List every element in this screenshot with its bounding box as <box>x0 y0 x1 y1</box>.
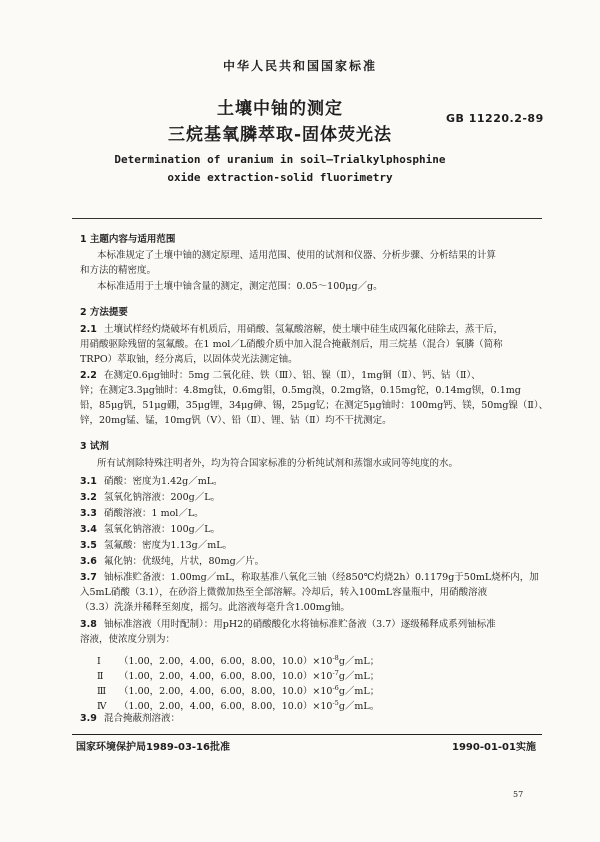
reagent-3-2: 氢氧化钠溶液：200g／L。 <box>104 492 221 503</box>
reagent-3-5: 氢氟酸：密度为1.13g／mL。 <box>104 540 233 551</box>
approval-statement: 国家环境保护局1989-03-16批准 <box>76 742 230 753</box>
series-unit: g／mL； <box>338 686 380 698</box>
item-number: 3.2 <box>80 492 97 503</box>
series-label: Ⅳ <box>97 701 107 713</box>
reagent-3-6: 氟化钠：优级纯，片状，80mg／片。 <box>104 556 265 567</box>
section-3-intro: 所有试剂除特殊注明者外，均为符合国家标准的分析纯试剂和蒸馏水或同等纯度的水。 <box>97 458 459 469</box>
series-unit: g／mL； <box>338 656 380 668</box>
section-3-heading: 3 试剂 <box>80 441 109 452</box>
reagent-3-3: 硝酸溶液：1 mol／L。 <box>104 508 204 519</box>
english-title-line-1: Determination of uranium in soil—Trialkylphosphine <box>114 153 446 166</box>
item-2-2-line-1: 在测定0.6μg铀时：5mg 二氧化硅、铁（Ⅲ）、铝、镍（Ⅱ），1mg铜（Ⅱ）、钙、钴（Ⅱ）、 <box>104 370 481 381</box>
series-label: Ⅲ <box>97 686 107 698</box>
series-label: Ⅱ <box>97 671 104 683</box>
english-title-line-2: oxide extraction-solid fluorimetry <box>167 171 393 184</box>
item-3-8-line-2: 溶液，使浓度分别为： <box>80 634 176 645</box>
footer-rule <box>72 734 542 735</box>
series-values: （1.00，2.00，4.00，6.00，8.00，10.0）×10 <box>119 701 333 713</box>
reagent-3-1: 硝酸：密度为1.42g／mL。 <box>104 476 223 487</box>
item-number: 3.9 <box>80 713 97 724</box>
series-values: （1.00，2.00，4.00，6.00，8.00，10.0）×10 <box>119 671 333 683</box>
item-2-2-line-4: 锌，20mg锰、锰，10mg钒（Ⅴ）、铅（Ⅱ）、锂、钴（Ⅱ）均不干扰测定。 <box>80 415 392 426</box>
series-exponent: -8 <box>332 654 339 662</box>
item-3-9: 混合掩蔽剂溶液： <box>104 713 181 724</box>
series-exponent: -6 <box>332 684 339 692</box>
page-number: 57 <box>513 790 524 799</box>
item-2-2-line-3: 铅，85μg钒，51μg硼，35μg锂，34μg砷、锡，25μg钇；在测定5μg铀时：100mg钙、镁，50mg镍（Ⅱ）、 <box>80 400 549 411</box>
item-number: 3.5 <box>80 540 97 551</box>
series-values: （1.00，2.00，4.00，6.00，8.00，10.0）×10 <box>119 656 333 668</box>
item-number: 3.8 <box>80 619 97 630</box>
item-2-1-line-2: 用硝酸驱除残留的氢氟酸。在1 mol／L硝酸介质中加入混合掩蔽剂后，用三烷基（混合）氧膦（简称 <box>80 339 503 350</box>
series-label: Ⅰ <box>97 656 101 668</box>
item-number: 2.1 <box>80 324 97 335</box>
section-1-para-1-line-2: 和方法的精密度。 <box>80 265 157 276</box>
item-number: 3.4 <box>80 524 97 535</box>
item-number: 3.6 <box>80 556 97 567</box>
item-3-7-line-1: 铀标准贮备液：1.00mg／mL，称取基准八氧化三铀（经850℃灼烧2h）0.1179g于50mL烧杯内，加 <box>104 572 539 583</box>
item-number: 3.1 <box>80 476 97 487</box>
item-2-1-line-1: 土壤试样经灼烧破坏有机质后，用硝酸、氢氟酸溶解，使土壤中硅生成四氟化硅除去，蒸干后， <box>104 324 504 335</box>
item-2-2-line-2: 锌；在测定3.3μg铀时：4.8mg钛，0.6mg钼，0.5mg溴，0.2mg铬，0.15mg铊，0.14mg钡，0.1mg <box>80 385 521 396</box>
series-exponent: -5 <box>332 699 339 707</box>
series-exponent: -7 <box>332 669 339 677</box>
item-2-1-line-3: TRPO）萃取铀，经分离后，以固体荧光法测定铀。 <box>80 354 298 365</box>
item-3-8-line-1: 铀标准溶液（用时配制）：用pH2的硝酸酸化水将铀标准贮备液（3.7）逐级稀释成系列铀标准 <box>104 619 496 630</box>
header-rule <box>72 218 542 219</box>
series-unit: g／mL； <box>338 671 380 683</box>
item-number: 3.7 <box>80 572 97 583</box>
standard-number: GB 11220.2-89 <box>446 112 544 125</box>
section-2-heading: 2 方法提要 <box>80 307 128 318</box>
section-1-para-1-line-1: 本标准规定了土壤中铀的测定原理、适用范围、使用的试剂和仪器、分析步骤、分析结果的计算 <box>97 250 497 261</box>
item-number: 3.3 <box>80 508 97 519</box>
title-line-1: 土壤中铀的测定 <box>217 99 343 119</box>
standard-name: 中华人民共和国国家标准 <box>222 59 377 73</box>
section-1-para-2: 本标准适用于土壤中铀含量的测定，测定范围：0.05～100μg／g。 <box>97 281 383 292</box>
item-3-7-line-3: （3.3）洗涤并稀释至刻度，摇匀。此溶液每毫升含1.00mg铀。 <box>80 602 350 613</box>
item-number: 2.2 <box>80 370 97 381</box>
series-values: （1.00，2.00，4.00，6.00，8.00，10.0）×10 <box>119 686 333 698</box>
reagent-3-4: 氢氧化钠溶液：100g／L。 <box>104 524 221 535</box>
section-1-heading: 1 主题内容与适用范围 <box>80 234 176 245</box>
series-unit: g／mL。 <box>338 701 380 713</box>
title-line-2: 三烷基氧膦萃取-固体荧光法 <box>167 125 393 145</box>
item-3-7-line-2: 入5mL硝酸（3.1），在砂浴上微微加热至全部溶解。冷却后，转入100mL容量瓶中，用硝酸溶液 <box>80 587 488 598</box>
effective-date: 1990-01-01实施 <box>452 742 536 753</box>
